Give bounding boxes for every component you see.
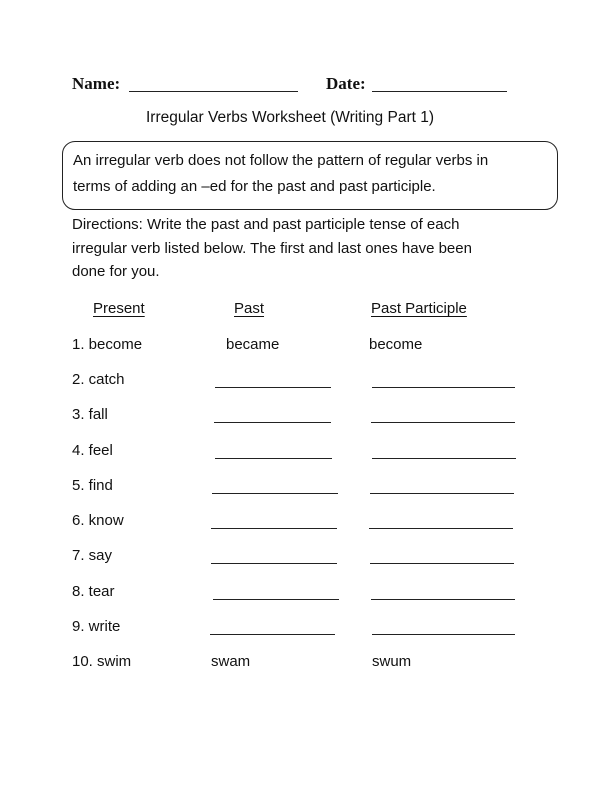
row-4-past-blank[interactable]	[215, 458, 332, 459]
worksheet-title: Irregular Verbs Worksheet (Writing Part 1)	[146, 109, 434, 126]
directions-line-1: Directions: Write the past and past participle tense of each	[72, 216, 460, 233]
row-6-participle-blank[interactable]	[369, 528, 513, 529]
row-9-participle-blank[interactable]	[372, 634, 515, 635]
directions-line-2: irregular verb listed below. The first and last ones have been	[72, 240, 472, 257]
column-header-past-participle: Past Participle	[371, 300, 467, 317]
definition-line-2: terms of adding an –ed for the past and past participle.	[73, 178, 436, 195]
column-header-present: Present	[93, 300, 145, 317]
row-3-participle-blank[interactable]	[371, 422, 515, 423]
row-2-past-blank[interactable]	[215, 387, 331, 388]
date-label: Date:	[326, 74, 366, 93]
row-9-present: 9. write	[72, 618, 121, 635]
row-7-present: 7. say	[72, 547, 113, 564]
row-4-participle-blank[interactable]	[372, 458, 516, 459]
row-4-present: 4. feel	[72, 442, 113, 459]
row-1-past: became	[226, 336, 280, 353]
row-8-past-blank[interactable]	[213, 599, 339, 600]
row-10-past: swam	[211, 653, 251, 670]
row-1-participle: become	[369, 336, 423, 353]
name-label: Name:	[72, 74, 121, 93]
row-7-past-blank[interactable]	[211, 563, 337, 564]
definition-line-1: An irregular verb does not follow the pattern of regular verbs in	[73, 152, 489, 169]
row-3-present: 3. fall	[72, 406, 108, 423]
row-5-past-blank[interactable]	[212, 493, 338, 494]
row-10-present: 10. swim	[72, 653, 132, 670]
row-6-present: 6. know	[72, 512, 124, 529]
date-field[interactable]	[372, 91, 507, 92]
row-3-past-blank[interactable]	[214, 422, 331, 423]
row-5-present: 5. find	[72, 477, 113, 494]
row-2-present: 2. catch	[72, 371, 125, 388]
row-6-past-blank[interactable]	[211, 528, 337, 529]
row-2-participle-blank[interactable]	[372, 387, 515, 388]
row-1-present: 1. become	[72, 336, 143, 353]
name-field[interactable]	[129, 91, 298, 92]
row-7-participle-blank[interactable]	[370, 563, 514, 564]
column-header-past: Past	[234, 300, 265, 317]
row-10-participle: swum	[372, 653, 412, 670]
row-8-participle-blank[interactable]	[371, 599, 515, 600]
directions-line-3: done for you.	[72, 263, 160, 280]
row-8-present: 8. tear	[72, 583, 115, 600]
row-9-past-blank[interactable]	[210, 634, 335, 635]
row-5-participle-blank[interactable]	[370, 493, 514, 494]
